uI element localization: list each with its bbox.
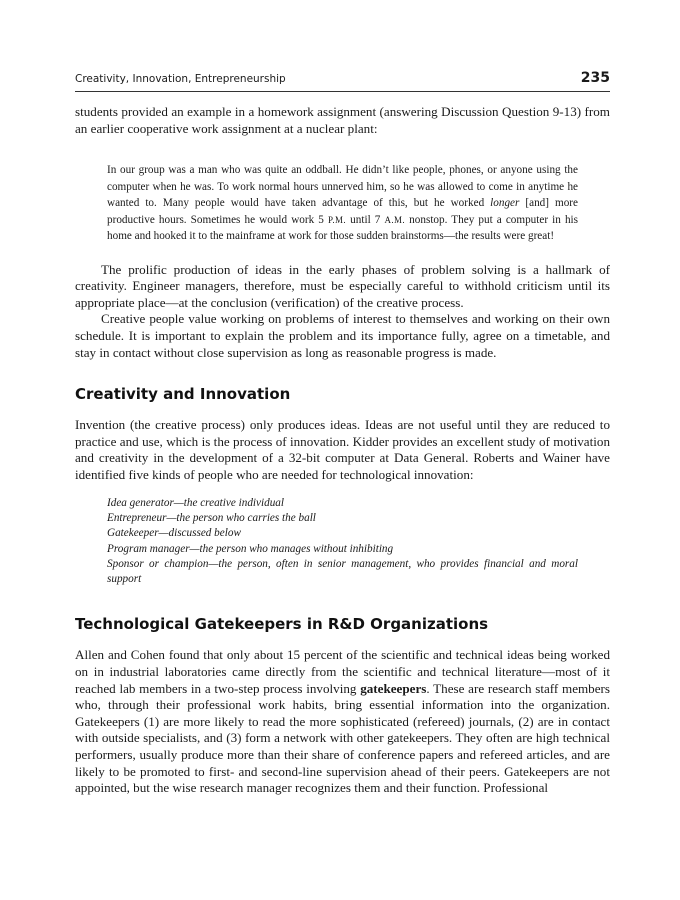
innovation-roles-list [107,496,578,588]
gatekeepers-paragraph [75,647,610,796]
innovation-paragraph: Invention (the creative process) only produces ideas. Ideas are not useful until they are reduced to practice and use, which is the process of innovation. Kidder provides an excellent study of motivation and creativity in the development of a 32-bit computer at Data General. Roberts and Wainer have identified five kinds of people who are needed for technological innovation: [75,417,610,483]
quote-text-1: In our group was a man who was quite an oddball. He didn’t like people, phones, or anyone using the computer when he was. To work normal hours unnerved him, so he was allowed to come in anytime he wanted to. Many people would have taken advantage of this, but he worked [107,164,578,210]
list-item: Gatekeeper—discussed below [107,527,241,540]
gatekeepers-text-2: . These are research staff members who, through their professional work habits, bring essential information into the organization. Gatekeepers (1) are more likely to read the more sophisticated (refereed) journals, (2) are in contact with outside specialists, and (3) form a network with other gatekeepers. They often are high technical performers, usually produce more than their share of conference papers and refereed articles, and are likely to be promoted to first- and second-line supervision ahead of their peers. Gatekeepers are not appointed, but the wise research manager recognizes them and their function. Professional [75,680,610,796]
list-item: Entrepreneur—the person who carries the ball [107,511,316,524]
quote-text-3: until 7 [346,213,385,226]
creativity-paragraph: The prolific production of ideas in the early phases of problem solving is a hallmark of creativity. Engineer managers, therefore, must be especially careful to withhold criticism until its appropriate place—at the conclusion (verification) of the creative process. [75,261,610,310]
heading-creativity-innovation: Creativity and Innovation [75,385,291,404]
quote-text-2: [and] more productive hours. Sometimes he would work 5 [107,197,578,226]
quote-pm: P.M. [327,214,347,225]
intro-paragraph: students provided an example in a homework assignment (answering Discussion Question 9-13) from an earlier cooperative work assignment at a nuclear plant: [75,104,610,136]
list-item: Program manager—the person who manages without inhibiting [107,542,394,555]
schedule-paragraph: Creative people value working on problems of interest to themselves and working on their own schedule. It is important to explain the problem and its importance fully, agree on a timetable, and stay in contact without close supervision as long as reasonable progress is made. [75,311,610,360]
list-item: Idea generator—the creative individual [107,496,284,509]
heading-gatekeepers: Technological Gatekeepers in R&D Organizations [75,615,489,634]
list-item: Sponsor or champion—the person, often in senior management, who provides financial and moral support [107,557,578,586]
running-head-title: Creativity, Innovation, Entrepreneurship [75,73,286,85]
gatekeepers-text-1: Allen and Cohen found that only about 15 percent of the scientific and technical ideas being worked on in industrial laboratories came directly from the scientific and technical literature—most of it reached lab members in a two-step process involving [75,647,610,696]
page-body [75,104,610,797]
gatekeepers-term: gatekeepers [360,680,427,696]
quote-emphasis: longer [490,197,520,210]
quote-text-4: nonstop. They put a computer in his home and hooked it to the mainframe at work for those sudden brainstorms—the results were great! [107,213,579,243]
block-quote [107,162,578,245]
running-header [75,70,610,92]
header-rule [75,91,610,92]
quote-am: A.M. [384,214,406,225]
page-number: 235 [580,70,610,86]
